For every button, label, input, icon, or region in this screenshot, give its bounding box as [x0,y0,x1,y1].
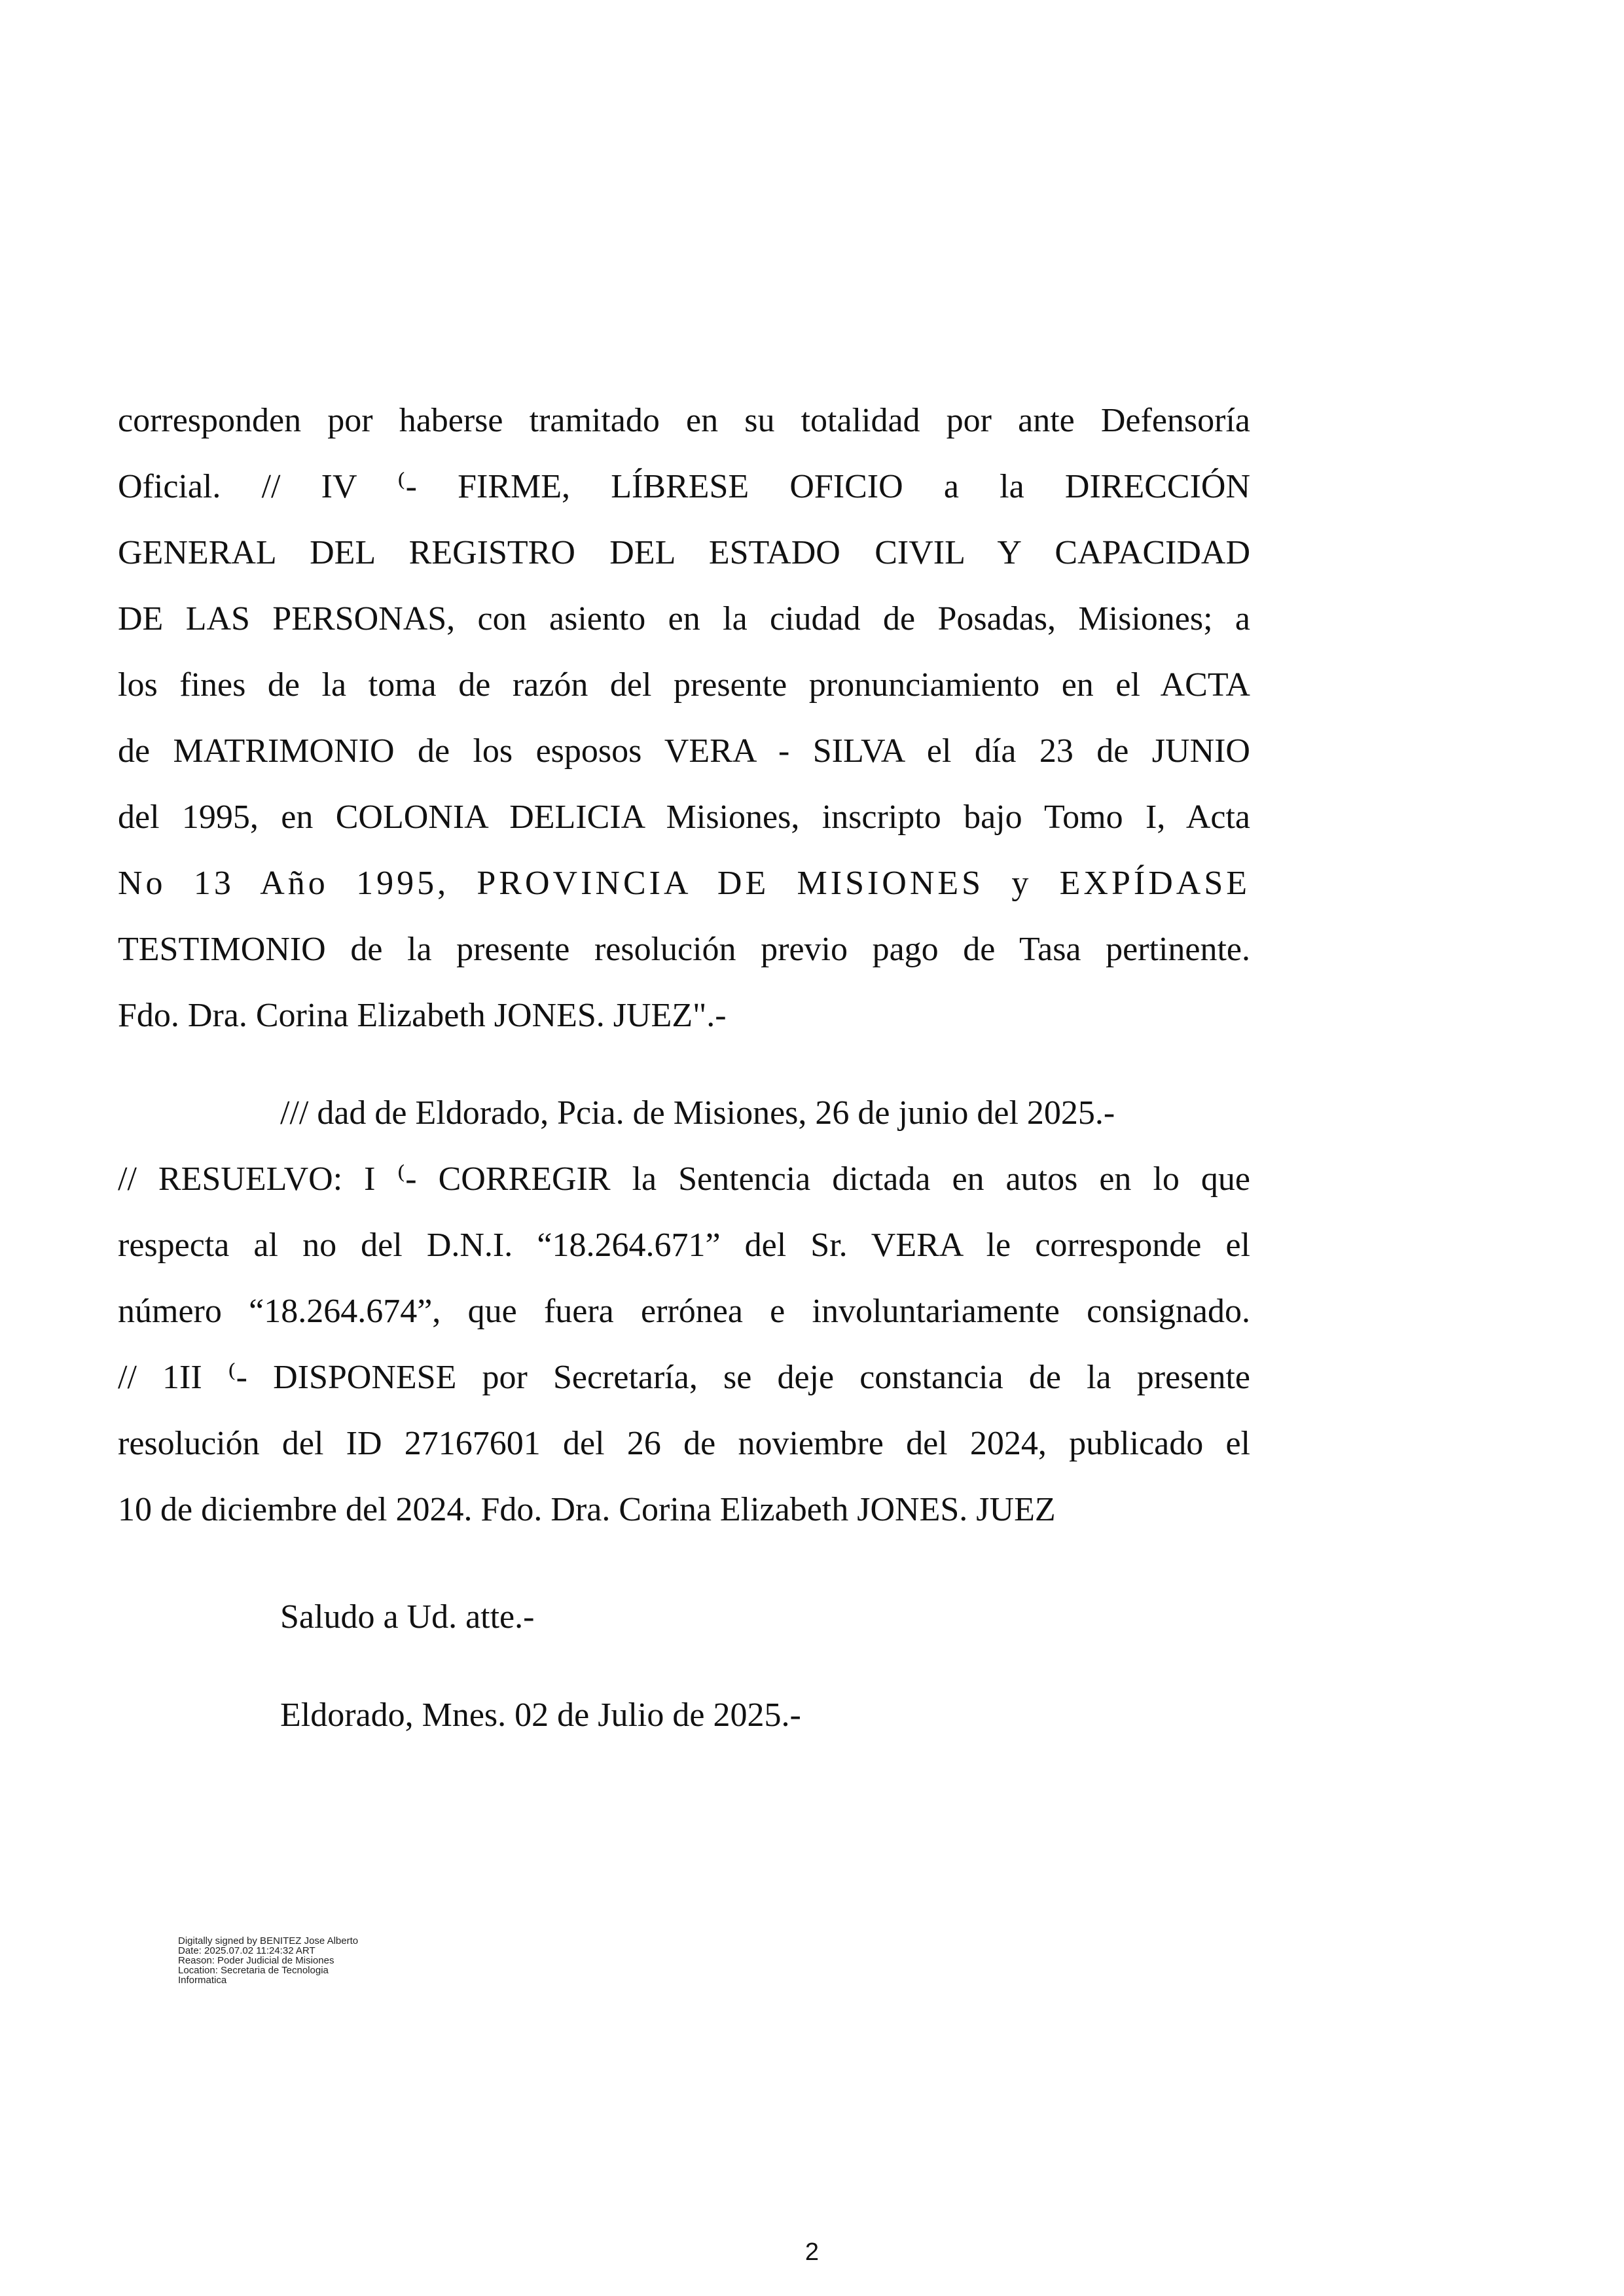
signature-line: Reason: Poder Judicial de Misiones [178,1955,334,1966]
text-line: Oficial. // IV ⁽- FIRME, LÍBRESE OFICIO a la DIRECCIÓN [118,468,1250,505]
text-line: No 13 Año 1995, PROVINCIA DE MISIONES y EXPÍDASE [118,865,1250,902]
text-line: de MATRIMONIO de los esposos VERA - SILVA el día 23 de JUNIO [118,732,1250,770]
paragraph-resolution-continued [118,387,1250,1049]
text-line: GENERAL DEL REGISTRO DEL ESTADO CIVIL Y CAPACIDAD [118,534,1250,571]
signature-line: Digitally signed by BENITEZ Jose Alberto [178,1935,359,1946]
text-line: respecta al no del D.N.I. “18.264.671” del Sr. VERA le corresponde el [118,1227,1250,1264]
signature-line: Location: Secretaria de Tecnologia [178,1965,329,1976]
text-line: Fdo. Dra. Corina Elizabeth JONES. JUEZ".- [118,997,727,1034]
text-line: del 1995, en COLONIA DELICIA Misiones, inscripto bajo Tomo I, Acta [118,798,1250,836]
text-line: corresponden por haberse tramitado en su totalidad por ante Defensoría [118,402,1250,439]
paragraph-corrective-intro: /// dad de Eldorado, Pcia. de Misiones, 26 de junio del 2025.- [280,1094,1115,1132]
paragraph-corrective-body [118,1146,1250,1543]
signature-line: Date: 2025.07.02 11:24:32 ART [178,1945,316,1956]
digital-signature-stamp [178,1936,358,1985]
text-line: DE LAS PERSONAS, con asiento en la ciudad de Posadas, Misiones; a [118,600,1250,637]
text-line: // 1II ⁽- DISPONESE por Secretaría, se deje constancia de la presente [118,1359,1250,1396]
text-line: 10 de diciembre del 2024. Fdo. Dra. Corina Elizabeth JONES. JUEZ [118,1491,1056,1528]
closing-place-date: Eldorado, Mnes. 02 de Julio de 2025.- [280,1696,801,1734]
text-line: TESTIMONIO de la presente resolución previo pago de Tasa pertinente. [118,931,1250,968]
text-line: los fines de la toma de razón del presente pronunciamiento en el ACTA [118,666,1250,704]
signature-line: Informatica [178,1975,227,1986]
text-line: número “18.264.674”, que fuera errónea e involuntariamente consignado. [118,1293,1250,1330]
closing-greeting: Saludo a Ud. atte.- [280,1598,535,1636]
text-line: // RESUELVO: I ⁽- CORREGIR la Sentencia dictada en autos en lo que [118,1160,1250,1198]
text-line: resolución del ID 27167601 del 26 de noviembre del 2024, publicado el [118,1425,1250,1462]
page-number: 2 [804,2238,820,2266]
